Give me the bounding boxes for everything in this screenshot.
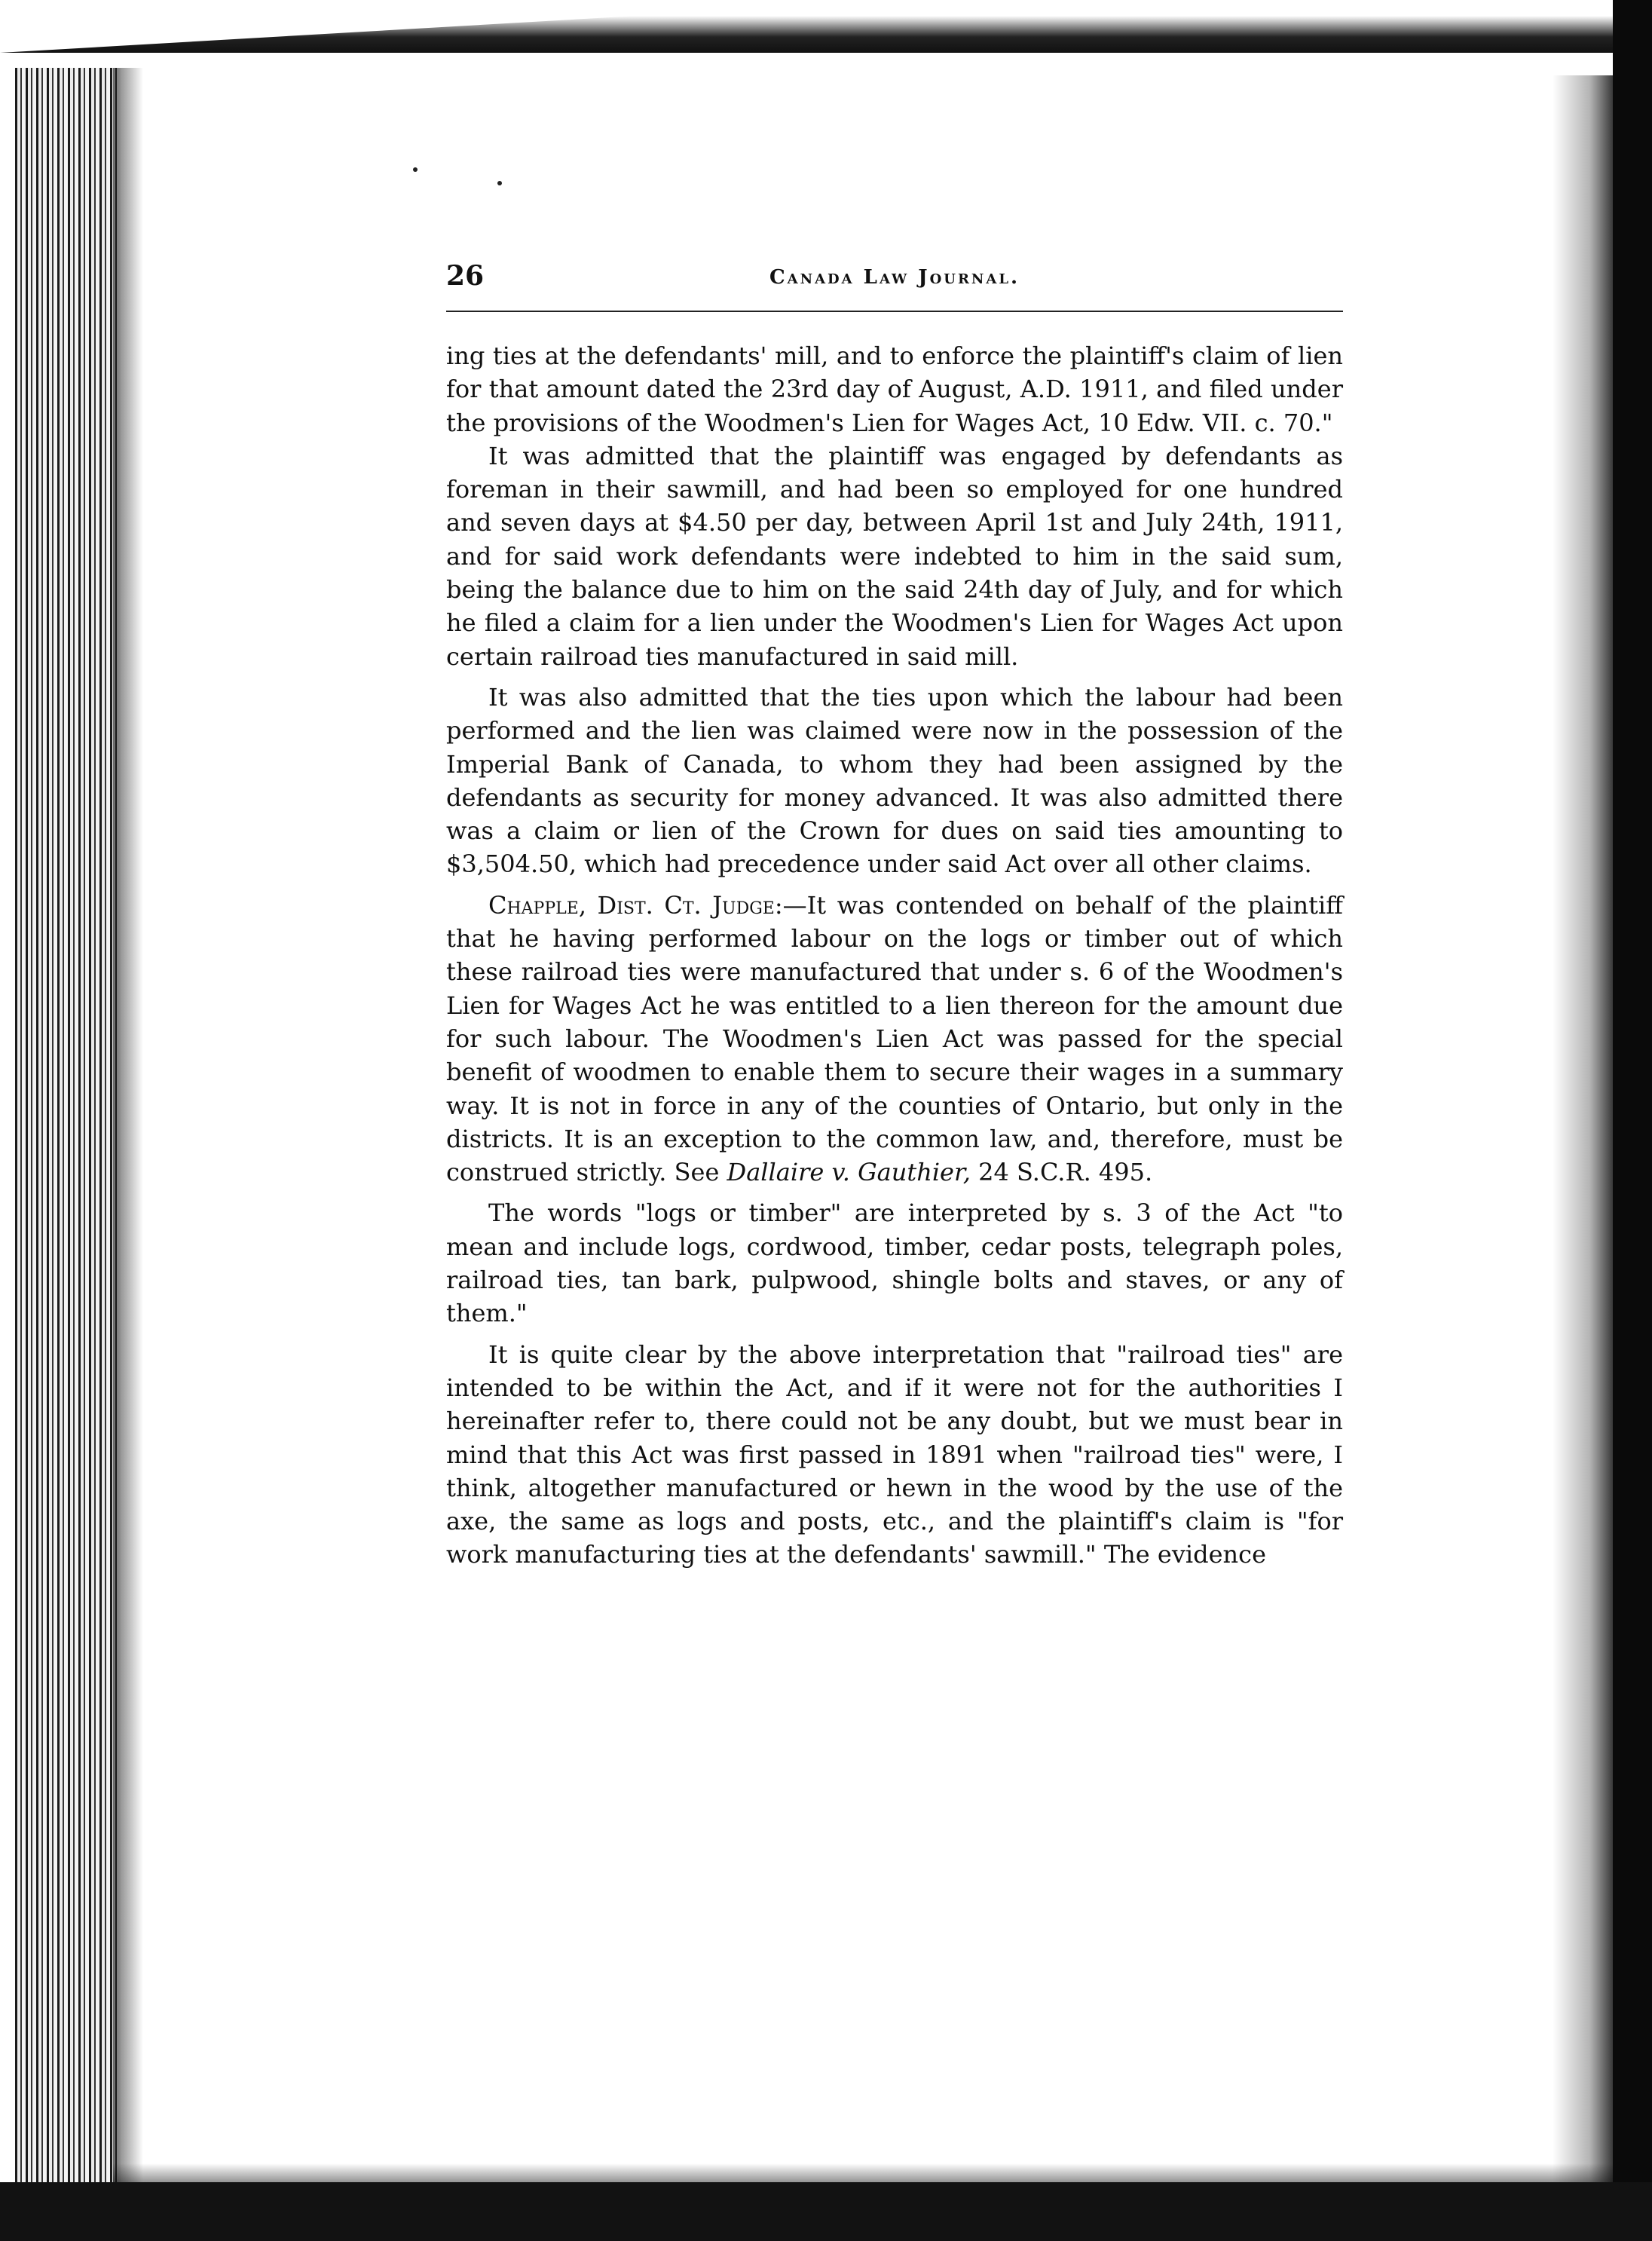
paragraph: ing ties at the defendants' mill, and to enforce the plaintiff's claim of lien for that amount dated the 23rd day of August, A.D. 1911, and filed under the provisions of the Woodmen's Lien for Wages Act, 10 Edw. VII. c. 70." — [446, 341, 1343, 437]
case-citation: Dallaire v. Gauthier, — [727, 1158, 971, 1187]
journal-title: Canada Law Journal. — [769, 266, 1020, 289]
judge-name: Chapple, Dist. Ct. Judge — [488, 890, 775, 920]
report-citation: 24 S.C.R. 495. — [978, 1158, 1153, 1187]
running-head — [446, 260, 1343, 305]
paragraph: The words "logs or timber" are interpreted by s. 3 of the Act "to mean and include logs, cordwood, timber, cedar posts, telegraph poles, railroad ties, tan bark, pulpwood, shingle bolts and staves, or any of them." — [446, 1199, 1343, 1328]
paragraph: It was admitted that the plaintiff was engaged by defendants as foreman in their sawmill, and had been so employed for one hundred and seven days at $4.50 per day, between April 1st and July 24th, 1911, and for said work defendants were indebted to him in the said sum, being the balance due to him on the said 24th day of July, and for which he filed a claim for a lien under the Woodmen's Lien for Wages Act upon certain railroad ties manufactured in said mill. — [446, 441, 1343, 671]
paragraph: It is quite clear by the above interpretation that "railroad ties" are intended to be within the Act, and if it were not for the authorities I hereinafter refer to, there could not be any doubt, but we must bear in mind that this Act was first passed in 1891 when "railroad ties" were, I think, altogether manufactured or hewn in the wood by the use of the axe, the same as logs and posts, etc., and the plaintiff's claim is "for work manufacturing ties at the defendants' sawmill." The evidence — [446, 1339, 1343, 1569]
header-rule — [446, 311, 1343, 312]
paragraph: It was also admitted that the ties upon which the labour had been performed and the lien was claimed were now in the possession of the Imperial Bank of Canada, to whom they had been assigned by the defendants as security for money advanced. It was also admitted there was a claim or lien of the Crown for dues on said ties amounting to $3,504.50, which had precedence under said Act over all other claims. — [446, 682, 1343, 879]
paragraph — [446, 889, 1343, 1189]
body-text — [446, 339, 1343, 1572]
paragraph-text: :—It was contended on behalf of the plaintiff that he having performed labour on the logs or timber out of which these railroad ties were manufactured that under s. 6 of the Woodmen's Lien for Wages Act he was entitled to a lien thereon for the amount due for such labour. The Woodmen's Lien Act was passed for the special benefit of woodmen to enable them to secure their wages in a summary way. It is not in force in any of the counties of Ontario, but only in the districts. It is an exception to the common law, and, therefore, must be construed strictly. See — [446, 890, 1343, 1187]
page-number: 26 — [446, 260, 485, 292]
